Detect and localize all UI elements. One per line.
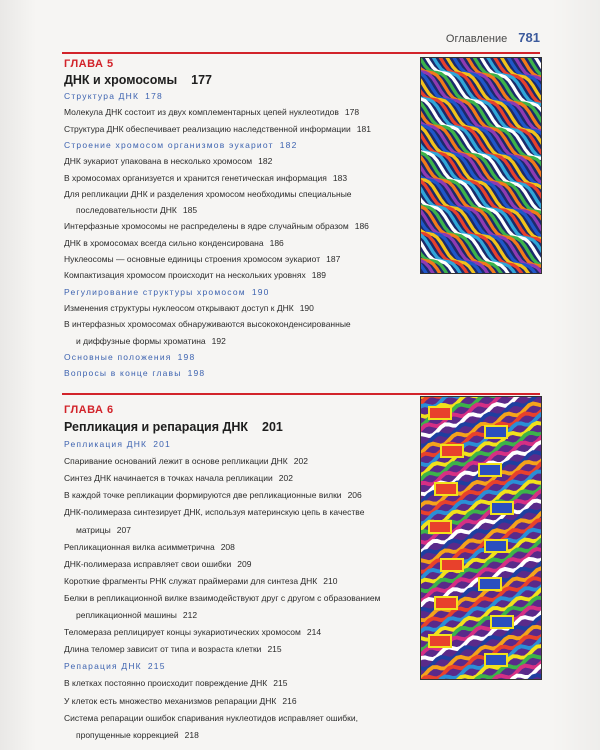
toc-entry-text: Короткие фрагменты РНК служат праймерами для синтеза ДНК — [64, 575, 318, 586]
illustration-block — [485, 426, 507, 438]
toc-section-heading[interactable] — [64, 369, 205, 378]
toc-entry-page: 201 — [153, 439, 171, 449]
illustration-block — [485, 654, 507, 666]
illustration-block — [429, 635, 451, 647]
toc-entry-text: репликационной машины — [76, 610, 177, 620]
toc-section-heading[interactable] — [64, 288, 270, 297]
toc-entry-page: 185 — [182, 205, 198, 216]
toc-entry[interactable] — [64, 594, 380, 603]
toc-entry-text: Вопросы в конце главы — [64, 368, 182, 379]
toc-entry[interactable] — [64, 628, 321, 637]
toc-entry-text: Репарация ДНК — [64, 661, 142, 672]
toc-entry-text: В клетках постоянно происходит повреждение ДНК — [64, 678, 268, 689]
toc-entry[interactable] — [64, 508, 364, 517]
toc-entry-text: Репликация ДНК — [64, 439, 148, 449]
chapter-6-title[interactable] — [64, 420, 283, 434]
toc-entry-text: Структура ДНК — [64, 91, 140, 101]
toc-entry[interactable] — [64, 679, 287, 688]
illustration-block — [491, 616, 513, 628]
toc-entry-page: 218 — [184, 729, 199, 740]
toc-entry[interactable] — [64, 526, 131, 535]
toc-entry-page: 190 — [251, 286, 270, 297]
toc-entry-page: 198 — [177, 351, 196, 362]
toc-entry[interactable] — [64, 222, 369, 231]
toc-entry[interactable] — [64, 731, 199, 740]
toc-entry-page: 186 — [354, 221, 369, 232]
toc-entry[interactable] — [64, 255, 340, 264]
toc-entry-text: ДНК-полимераза синтезирует ДНК, используя материнскую цепь в качестве — [64, 507, 365, 518]
toc-entry-page: 192 — [211, 335, 226, 346]
toc-entry[interactable] — [64, 543, 235, 552]
toc-entry-text: В хромосомах организуется и хранится генетическая информация — [64, 172, 327, 183]
toc-entry-text: пропущенные коррекцией — [76, 729, 179, 740]
toc-section-heading[interactable] — [64, 353, 195, 362]
toc-entry-page: 187 — [326, 254, 341, 264]
toc-entry-page: 215 — [267, 644, 282, 655]
toc-entry-text: В каждой точке репликации формируются две репликационные вилки — [64, 490, 342, 501]
toc-entry-text: У клеток есть множество механизмов репарации ДНК — [64, 695, 277, 706]
toc-entry-text: ДНК эукариот упакована в несколько хромосом — [64, 156, 253, 167]
toc-entry-text: Основные положения — [64, 351, 172, 362]
toc-entry[interactable] — [64, 611, 197, 620]
toc-entry[interactable] — [64, 239, 284, 248]
toc-entry[interactable] — [64, 108, 359, 117]
toc-entry-page: 189 — [311, 270, 326, 281]
running-header — [446, 30, 540, 45]
toc-entry-page: 178 — [145, 91, 163, 101]
toc-entry-text: Синтез ДНК начинается в точках начала репликации — [64, 473, 273, 484]
chapter-page: 177 — [191, 73, 213, 87]
chapter-page: 201 — [262, 420, 283, 434]
toc-entry-text: Теломераза реплицирует концы эукариотических хромосом — [64, 627, 301, 638]
toc-entry[interactable] — [64, 577, 337, 586]
toc-entry-text: Компактизация хромосом происходит на нескольких уровнях — [64, 270, 306, 281]
toc-entry[interactable] — [64, 645, 282, 654]
toc-entry-page: 183 — [332, 172, 348, 183]
toc-entry-text: матрицы — [76, 524, 111, 535]
toc-entry[interactable] — [64, 125, 371, 134]
toc-entry-page: 186 — [269, 237, 284, 248]
header-page-number: 781 — [518, 30, 540, 45]
toc-entry[interactable] — [64, 560, 251, 569]
toc-entry[interactable] — [64, 337, 226, 346]
toc-entry-page: 208 — [220, 541, 235, 552]
toc-entry-text: Белки в репликационной вилке взаимодействуют друг с другом с образованием — [64, 592, 381, 603]
toc-entry-page: 182 — [258, 156, 273, 167]
illustration-block — [479, 578, 501, 590]
toc-entry[interactable] — [64, 697, 297, 706]
toc-entry-text: Регулирование структуры хромосом — [64, 286, 246, 297]
chapter-5-title[interactable] — [64, 73, 212, 87]
chapter-6-illustration — [420, 396, 542, 680]
toc-entry-text: В интерфазных хромосомах обнаруживаются высококонденсированные — [64, 319, 351, 330]
toc-entry-page: 206 — [347, 490, 362, 501]
chapter-title-text: Репликация и репарация ДНК — [64, 420, 249, 434]
toc-entry-page: 178 — [344, 107, 360, 118]
chapter-6-rule — [62, 393, 540, 395]
illustration-block — [429, 521, 451, 533]
illustration-block — [429, 407, 451, 419]
toc-entry-text: Молекула ДНК состоит из двух комплементарных цепей нуклеотидов — [64, 107, 339, 118]
toc-entry[interactable] — [64, 457, 308, 466]
toc-entry[interactable] — [64, 320, 351, 329]
toc-entry-text: Длина теломер зависит от типа и возраста клетки — [64, 644, 262, 655]
chapter-6-label: ГЛАВА 6 — [64, 404, 114, 416]
toc-entry-page: 202 — [278, 473, 293, 484]
toc-entry-text: Для репликации ДНК и разделения хромосом необходимы специальные — [64, 188, 352, 199]
toc-entry-text: Спаривание оснований лежит в основе репликации ДНК — [64, 456, 288, 467]
illustration-block — [479, 464, 501, 476]
toc-entry-page: 212 — [182, 610, 198, 620]
chapter-5-rule — [62, 52, 540, 54]
toc-entry[interactable] — [64, 157, 272, 166]
toc-entry-text: Репликационная вилка асимметрична — [64, 541, 215, 552]
chapter-5-illustration — [420, 57, 542, 274]
toc-section-heading[interactable] — [64, 92, 163, 101]
illustration-block — [435, 483, 457, 495]
toc-section-heading[interactable] — [64, 141, 298, 150]
toc-entry-page: 198 — [187, 368, 206, 379]
toc-entry-page: 181 — [356, 123, 371, 134]
header-title: Оглавление — [445, 33, 508, 45]
toc-entry-page: 209 — [237, 558, 252, 569]
toc-entry-text: Интерфазные хромосомы не распределены в ядре случайным образом — [64, 221, 349, 232]
illustration-block — [441, 445, 463, 457]
illustration-block — [485, 540, 507, 552]
toc-entry-text: Структура ДНК обеспечивает реализацию наследственной информации — [64, 123, 351, 134]
toc-entry-text: Нуклеосомы — основные единицы строения хромосом эукариот — [64, 254, 321, 264]
toc-entry-text: Изменения структуры нуклеосом открывают доступ к ДНК — [64, 302, 294, 313]
toc-entry[interactable] — [64, 271, 326, 280]
toc-entry-text: ДНК-полимераза исправляет свои ошибки — [64, 558, 232, 569]
chapter-title-text: ДНК и хромосомы — [64, 73, 178, 87]
toc-entry-text: последовательности ДНК — [76, 205, 177, 216]
toc-entry[interactable] — [64, 190, 352, 199]
toc-entry-page: 202 — [293, 456, 308, 467]
toc-entry-text: Система репарации ошибок спаривания нуклеотидов исправляет ошибки, — [64, 712, 358, 723]
toc-entry-text: Строение хромосом организмов эукариот — [64, 139, 274, 150]
illustration-block — [441, 559, 463, 571]
toc-entry-page: 214 — [306, 627, 322, 638]
toc-entry[interactable] — [64, 491, 362, 500]
illustration-block — [435, 597, 457, 609]
toc-entry-page: 216 — [282, 695, 297, 706]
toc-entry[interactable] — [64, 714, 358, 723]
toc-entry[interactable] — [64, 206, 197, 215]
toc-section-heading[interactable] — [64, 440, 171, 449]
chapter-5-label: ГЛАВА 5 — [64, 58, 114, 70]
illustration-block — [491, 502, 513, 514]
toc-entry-page: 207 — [116, 524, 131, 535]
toc-entry-page: 215 — [147, 661, 166, 672]
toc-section-heading[interactable] — [64, 662, 166, 671]
toc-entry[interactable] — [64, 174, 347, 183]
toc-entry[interactable] — [64, 474, 293, 483]
toc-entry-page: 182 — [279, 139, 298, 150]
toc-entry-text: ДНК в хромосомах всегда сильно конденсирована — [64, 237, 264, 248]
toc-entry-page: 190 — [299, 302, 314, 313]
toc-entry-page: 210 — [323, 575, 338, 586]
toc-entry-page: 215 — [273, 678, 288, 689]
toc-entry[interactable] — [64, 304, 314, 313]
toc-entry-text: и диффузные формы хроматина — [76, 335, 206, 346]
